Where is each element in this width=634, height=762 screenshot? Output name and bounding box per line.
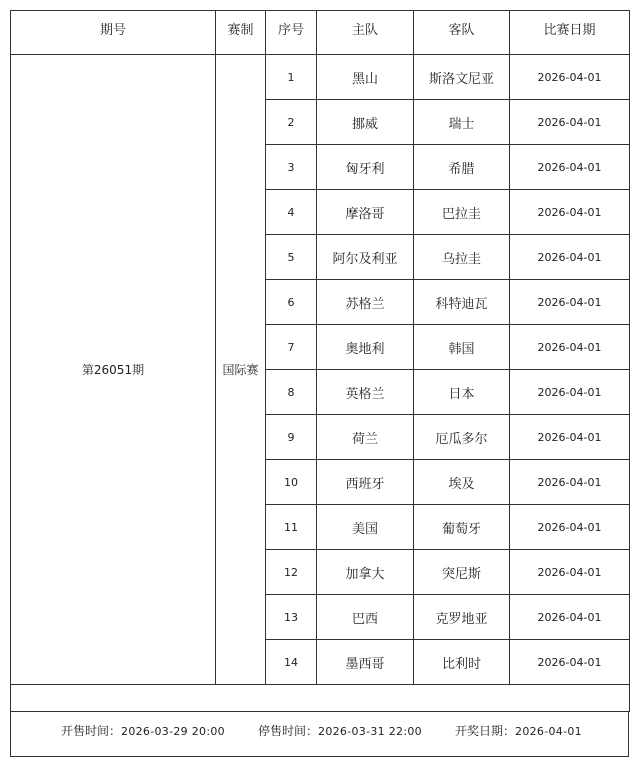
index-cell: 13: [266, 595, 317, 640]
sale-start-label: 开售时间：: [61, 724, 122, 738]
index-cell: 3: [266, 145, 317, 190]
sale-start-value: 2026-03-29 20:00: [121, 725, 225, 738]
sale-stop-value: 2026-03-31 22:00: [318, 725, 422, 738]
away-team-cell: 厄瓜多尔: [414, 415, 510, 460]
away-team-cell: 埃及: [414, 460, 510, 505]
home-team-cell: 奥地利: [317, 325, 414, 370]
draw-date: [455, 722, 582, 739]
match-date-cell: 2026-04-01: [510, 460, 630, 505]
home-team-cell: 西班牙: [317, 460, 414, 505]
match-date-cell: 2026-04-01: [510, 100, 630, 145]
match-date-cell: 2026-04-01: [510, 190, 630, 235]
home-team-cell: 英格兰: [317, 370, 414, 415]
home-team-cell: 匈牙利: [317, 145, 414, 190]
blank-row: [11, 685, 630, 712]
index-cell: 14: [266, 640, 317, 685]
away-team-cell: 巴拉圭: [414, 190, 510, 235]
match-date-cell: 2026-04-01: [510, 370, 630, 415]
index-cell: 11: [266, 505, 317, 550]
header-format: 赛制: [216, 11, 266, 55]
home-team-cell: 荷兰: [317, 415, 414, 460]
match-date-cell: 2026-04-01: [510, 505, 630, 550]
index-cell: 5: [266, 235, 317, 280]
match-date-cell: 2026-04-01: [510, 145, 630, 190]
home-team-cell: 摩洛哥: [317, 190, 414, 235]
match-date-cell: 2026-04-01: [510, 550, 630, 595]
index-cell: 10: [266, 460, 317, 505]
sale-start: [61, 722, 225, 739]
index-cell: 1: [266, 55, 317, 100]
header-index: 序号: [266, 11, 317, 55]
header-away: 客队: [414, 11, 510, 55]
home-team-cell: 加拿大: [317, 550, 414, 595]
sale-info-footer: [10, 712, 629, 757]
match-date-cell: 2026-04-01: [510, 325, 630, 370]
home-team-cell: 苏格兰: [317, 280, 414, 325]
draw-date-value: 2026-04-01: [515, 725, 582, 738]
away-team-cell: 希腊: [414, 145, 510, 190]
sale-stop-label: 停售时间：: [258, 724, 319, 738]
away-team-cell: 科特迪瓦: [414, 280, 510, 325]
match-date-cell: 2026-04-01: [510, 280, 630, 325]
away-team-cell: 日本: [414, 370, 510, 415]
header-date: 比赛日期: [510, 11, 630, 55]
header-home: 主队: [317, 11, 414, 55]
match-date-cell: 2026-04-01: [510, 55, 630, 100]
away-team-cell: 葡萄牙: [414, 505, 510, 550]
format-cell: 国际赛: [216, 55, 266, 685]
header-row: [11, 11, 630, 55]
index-cell: 8: [266, 370, 317, 415]
match-date-cell: 2026-04-01: [510, 640, 630, 685]
away-team-cell: 比利时: [414, 640, 510, 685]
home-team-cell: 阿尔及利亚: [317, 235, 414, 280]
home-team-cell: 黑山: [317, 55, 414, 100]
away-team-cell: 乌拉圭: [414, 235, 510, 280]
home-team-cell: 挪威: [317, 100, 414, 145]
away-team-cell: 韩国: [414, 325, 510, 370]
index-cell: 9: [266, 415, 317, 460]
index-cell: 12: [266, 550, 317, 595]
away-team-cell: 斯洛文尼亚: [414, 55, 510, 100]
period-cell: 第26051期: [11, 55, 216, 685]
home-team-cell: 巴西: [317, 595, 414, 640]
blank-cell: [11, 685, 630, 712]
match-rows: [11, 55, 630, 712]
away-team-cell: 瑞士: [414, 100, 510, 145]
table-row: [11, 55, 630, 100]
match-date-cell: 2026-04-01: [510, 415, 630, 460]
match-date-cell: 2026-04-01: [510, 235, 630, 280]
index-cell: 4: [266, 190, 317, 235]
match-date-cell: 2026-04-01: [510, 595, 630, 640]
schedule-table-wrapper: [10, 10, 629, 712]
sale-stop: [258, 722, 422, 739]
draw-date-label: 开奖日期：: [455, 724, 516, 738]
home-team-cell: 墨西哥: [317, 640, 414, 685]
away-team-cell: 克罗地亚: [414, 595, 510, 640]
away-team-cell: 突尼斯: [414, 550, 510, 595]
header-period: 期号: [11, 11, 216, 55]
home-team-cell: 美国: [317, 505, 414, 550]
schedule-table: [10, 10, 630, 712]
index-cell: 7: [266, 325, 317, 370]
index-cell: 2: [266, 100, 317, 145]
index-cell: 6: [266, 280, 317, 325]
